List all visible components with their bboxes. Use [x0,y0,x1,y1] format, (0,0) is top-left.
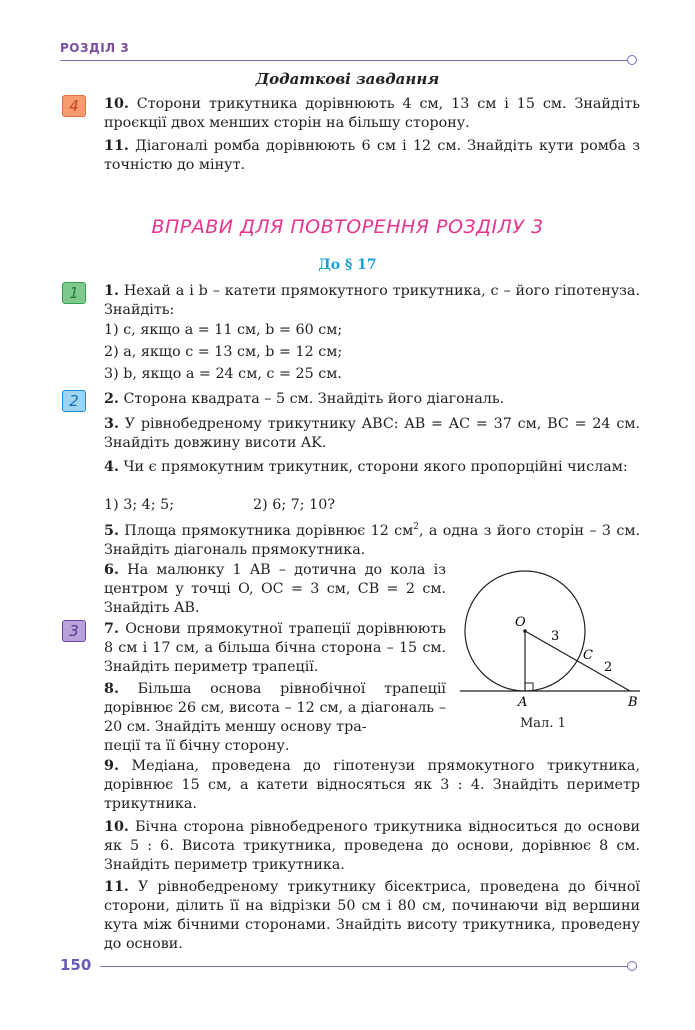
figure-caption: Мал. 1 [520,716,566,731]
level-badge-4: 4 [62,95,86,117]
exercise-number: 10. [104,819,129,835]
additional-tasks-title: Додаткові завдання [255,70,440,88]
exercise-text: Сторона квадрата – 5 см. Знайдіть його діагональ. [123,391,505,407]
task-text: Діагоналі ромба дорівнюють 6 см і 12 см. Знайдіть кути ромба з точністю до мінут. [104,138,641,173]
circle-tangent-figure [454,560,654,710]
additional-task-11 [104,137,640,175]
task-number: 11. [104,138,129,154]
exercise-text: Бічна сторона рівнобедреного трикутника відноситься до основи як 5 : 6. Висота трикутника, проведена до основи, дорівнює 8 см. Знайдіть периметр трикутника. [104,819,640,873]
exercise-7 [104,620,446,677]
exercise-number: 4. [104,459,119,475]
exercise-number: 8. [104,681,119,697]
exercise-text: На малюнку 1 AB – дотична до кола із центром у точці O, OC = 3 см, CB = 2 см. Знайдіть AB. [104,562,446,616]
exercise-number: 6. [104,562,119,578]
exercise-text: Чи є прямокутним трикутник, сторони якого пропорційні числам: [123,459,628,475]
label-b: B [628,695,638,710]
section-label: РОЗДІЛ 3 [60,41,130,55]
right-angle-mark [525,683,533,691]
exercise-number: 3. [104,416,119,432]
exercise-text: У рівнобедреному трикутнику бісектриса, проведена до бічної сторони, ділить її на відрізки 50 см і 80 см, починаючи від вершини кута між бічними сторонами. Знайдіть висоту трикутника, проведену до основи. [104,879,641,952]
exercise-text: Нехай a і b – катети прямокутного трикутника, c – його гіпотенуза. Знайдіть: [104,283,641,318]
exercise-6 [104,561,446,618]
header-rule-end [627,55,637,65]
exercise-text-cont: , а одна з його сторін – 3 см. Знайдіть діагональ прямокутника. [104,522,640,558]
additional-task-10 [104,95,640,133]
label-cb-length: 2 [604,660,613,675]
task-number: 10. [104,96,129,112]
exercise-11 [104,878,640,954]
exercise-4-option-1: 1) 3; 4; 5; [104,497,175,513]
exercise-10 [104,818,640,875]
exercise-4 [104,458,640,477]
exercise-text: Площа прямокутника дорівнює 12 см [124,522,414,539]
exercise-number: 9. [104,758,119,774]
exercise-number: 7. [104,621,119,637]
label-c: C [583,648,593,663]
exercise-8 [104,680,446,737]
exercise-5 [104,518,640,560]
level-badge-1: 1 [62,282,86,304]
level-badge-2: 2 [62,390,86,412]
superscript: 2 [413,522,420,532]
label-o: O [515,615,526,630]
exercise-4-option-2: 2) 6; 7; 10? [253,497,335,513]
label-oc-length: 3 [551,629,560,644]
exercise-text: Медіана, проведена до гіпотенузи прямокутного трикутника, дорівнює 15 см, а катети відносяться як 3 : 4. Знайдіть периметр трикутника. [104,758,640,812]
page-number: 150 [60,956,92,974]
exercise-1-item-1: 1) c, якщо a = 11 см, b = 60 см; [104,322,343,338]
exercise-3 [104,415,640,453]
exercise-9 [104,757,640,814]
label-a: A [518,695,528,710]
exercise-8-cont: пеції та її бічну сторону. [104,738,290,754]
paragraph-heading: До § 17 [318,257,377,273]
exercise-1 [104,282,640,320]
exercise-1-item-3: 3) b, якщо a = 24 см, c = 25 см. [104,366,342,382]
segment-ob [525,631,630,691]
exercise-number: 11. [104,879,129,895]
exercise-number: 2. [104,391,119,407]
review-section-title: ВПРАВИ ДЛЯ ПОВТОРЕННЯ РОЗДІЛУ 3 [151,216,544,238]
header-rule [60,60,628,61]
exercise-number: 5. [104,522,119,539]
footer-rule [100,966,628,967]
footer-rule-end [627,961,637,971]
exercise-1-item-2: 2) a, якщо c = 13 см, b = 12 см; [104,344,343,360]
task-text: Сторони трикутника дорівнюють 4 см, 13 см і 15 см. Знайдіть проєкції двох менших сторін на більшу сторону. [104,96,640,131]
exercise-2 [104,390,640,409]
exercise-text: Більша основа рівнобічної трапеції дорівнює 26 см, висота – 12 см, а діагональ – 20 см. Знайдіть меншу основу тра- [104,681,446,735]
exercise-number: 1. [104,283,119,299]
level-badge-3: 3 [62,620,86,642]
exercise-text: У рівнобедреному трикутнику ABC: AB = AC = 37 см, BC = 24 см. Знайдіть довжину висоти AK. [104,416,640,451]
exercise-text: Основи прямокутної трапеції дорівнюють 8 см і 17 см, а більша бічна сторона – 15 см. Знайдіть периметр трапеції. [104,621,447,675]
